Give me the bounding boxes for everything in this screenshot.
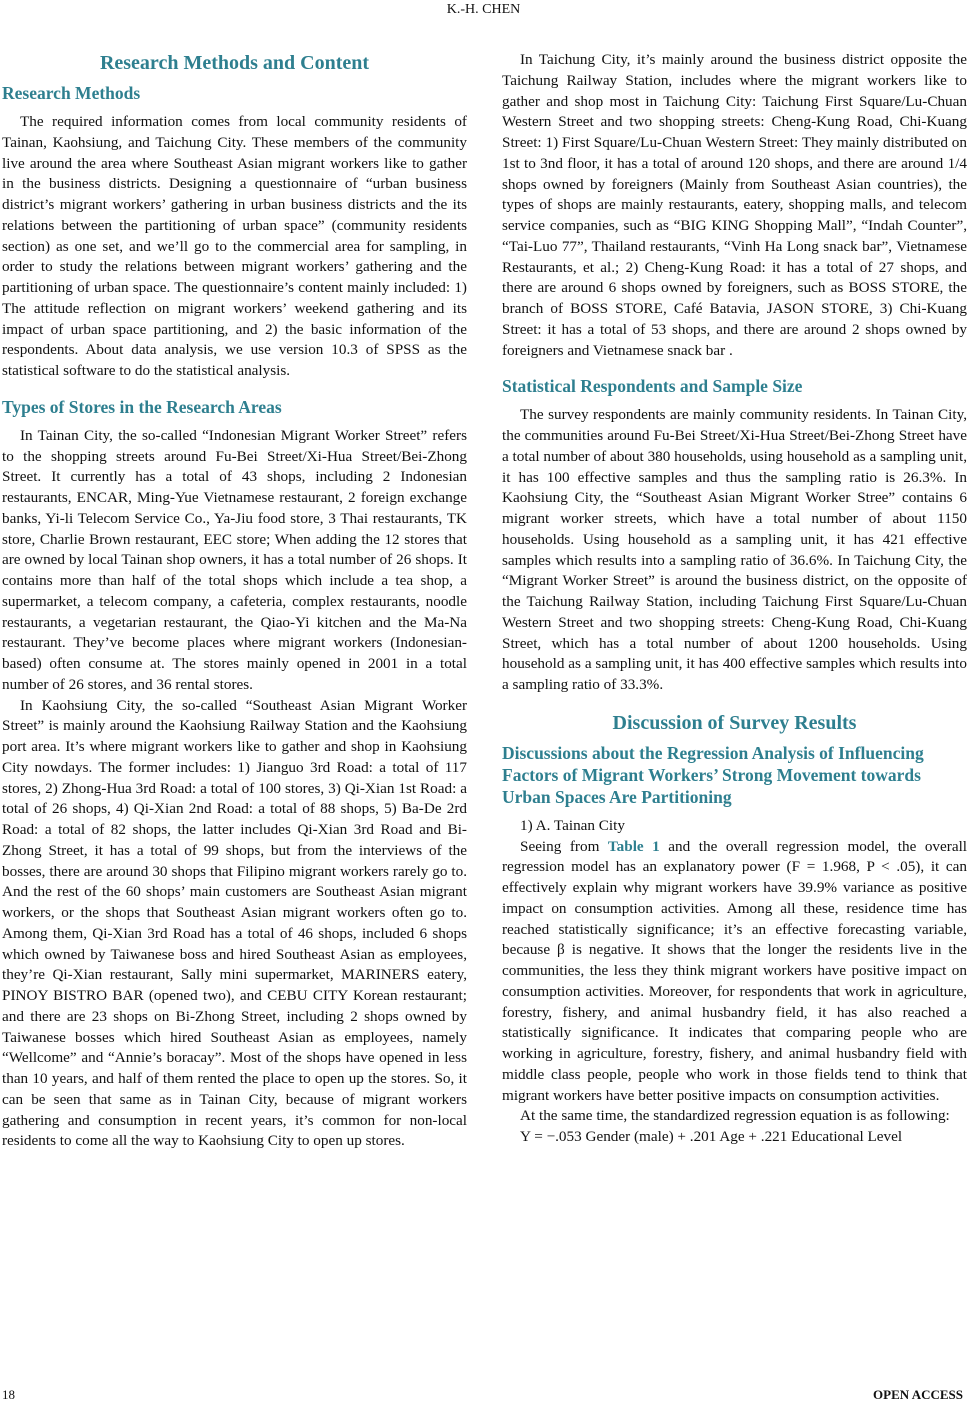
table-reference-link[interactable]: Table 1	[607, 837, 660, 855]
page-number: 18	[2, 1387, 15, 1402]
paragraph: The survey respondents are mainly community residents. In Tainan City, the communities around Fu-Bei Street/Xi-Hua Street/Bei-Zhong Street have a total number of about 380 households, using household as a sampling unit, it has 100 effective samples and thus the sampling ratio is 26.3%. In Kaohsiung City, the “Southeast Asian Migrant Worker Stree” contains 6 migrant worker streets, which have a total number of about 1150 households. Using household as a sampling unit, it has 421 effective samples which results into a sampling ratio of 36.6%. In Taichung City, the “Migrant Worker Street” is around the business district, on the opposite of the Taichung Railway Station, including Taichung First Square/Lu-Chuan Western Street and two shopping streets: Cheng-Kung Road, Chi-Kuang Street, which has a total number of about 1200 households. Using household as a sampling unit, it has 400 effective samples which results into a sampling ratio of 33.3%.	[502, 406, 967, 693]
paragraph	[502, 837, 967, 1107]
right-column	[502, 50, 967, 1148]
running-header: K.-H. CHEN	[446, 2, 521, 17]
subsection-title: Types of Stores in the Research Areas	[2, 396, 282, 417]
paragraph-text: and the overall regression model, the overall regression model has an explanatory power (F = 1.968, P < .05), it can effectively explain why migrant workers have 39.9% variance as positive impact on consumption activities. Among all these, residence time has reached statistically significance; it’s an effective forecasting variable, because β is negative. It shows that the longer the residents live in the communities, the less they think migrant workers have positive impact on consumption activities. Moreover, for respondents that work in agriculture, forestry, fishery, and animal husbandry field, it has also reached a statistically significance. It indicates that comparing people who are working in agriculture, forestry, fishery, and animal husbandry field with middle class people, people who work in those fields tend to think that migrant workers have better positive impacts on consumption activities.	[502, 837, 967, 1104]
paragraph: In Taichung City, it’s mainly around the business district opposite the Taichung Railway Station, includes where the migrant workers like to gather and shop most in Taichung City: Taichung First Square/Lu-Chuan Western Street and two shopping streets: Cheng-Kung Road, Chi-Kuang Street: 1) First Square/Lu-Chuan Western Street: They mainly distributed on 1st to 3nd floor, it has a total of around 120 shops, and there are around 1/4 shops owned by foreigners (Mainly from Southeast Asian countries), the types of shops are mainly restaurants, eatery, shopping malls, and telecom service companies, such as “BIG KING Shopping Mall”, “Indah Counter”, “Tai-Luo 77”, Thailand restaurants, “Vinh Ha Long snack bar”, Vietnamese Restaurants, et al.; 2) Cheng-Kung Road: it has a total of 27 shops, and there are around 6 shops owned by foreigners, such as BOSS STORE, the branch of BOSS STORE, Café Batavia, JASON STORE, 3) Chi-Kuang Street: it has a total of 53 shops, and there are around 2 shops owned by foreigners and Vietnamese snack bar .	[502, 51, 967, 359]
subsection-title: Discussions about the Regression Analysis of Influencing Factors of Migrant Workers’ Strong Movement towards Urban Spaces Are Partitioning	[502, 742, 924, 807]
paragraph: The required information comes from local community residents of Tainan, Kaohsiung, and Taichung City. These members of the community live around the area where Southeast Asian migrant workers like to gather in the business districts. Designing a questionnaire of “urban business district’s migrant workers’ gathering in urban business districts and the its relations between the partitioning of urban space” (community residents section) as one set, and we’ll go to the commercial area for sampling, in order to study the relations between migrant workers’ gathering and the partitioning of urban space. The questionnaire’s content mainly included: 1) The attitude reflection on migrant workers’ weekend gathering and its impact of urban space partitioning, and 2) the basic information of the respondents. About data analysis, we use version 10.3 of SPSS as the statistical software to do the statistical analysis.	[2, 113, 467, 379]
equation: Y = −.053 Gender (male) + .201 Age + .221 Educational Level	[520, 1128, 903, 1145]
paragraph: At the same time, the standardized regression equation is as following:	[520, 1107, 950, 1125]
open-access-label: OPEN ACCESS	[873, 1387, 963, 1402]
subsection-title: Research Methods	[2, 83, 141, 103]
section-title: Research Methods and Content	[99, 52, 370, 74]
left-column	[2, 50, 467, 1152]
section-title: Discussion of Survey Results	[612, 711, 857, 734]
list-item-label: 1) A. Tainan City	[520, 816, 625, 834]
subsection-title: Statistical Respondents and Sample Size	[502, 376, 803, 397]
paragraph: In Tainan City, the so-called “Indonesian Migrant Worker Street” refers to the shopping streets around Fu-Bei Street/Xi-Hua Street/Bei-Zhong Street. It currently has a total of 43 shops, including 2 Indonesian restaurants, ENCAR, Ming-Yue Vietnamese restaurant, 2 foreign exchange banks, Yi-li Telecom Service Co., Ya-Jiu food store, 3 Thai restaurants, TK store, Charlie Brown restaurant, EEC store; When adding the 12 stores that are owned by local Tainan shop owners, it has a total number of 26 shops. It contains more than half of the total shops which include a tea shop, a supermarket, a telecom company, a cafeteria, complex restaurants, noodle restaurants, a vegetarian restaurant, the Qiao-Yi kitchen and the Ma-Na restaurant. They’ve become places where migrant workers (Indonesian-based) often consume at. The stores mainly opened in 2001 in a total number of 26 stores, and 36 rental stores.	[2, 426, 467, 693]
paragraph: In Kaohsiung City, the so-called “Southeast Asian Migrant Worker Street” is mainly around the Kaohsiung Railway Station and the Kaohsiung port area. It’s where migrant workers like to gather and shop in Kaohsiung City nowdays. The former includes: 1) Jianguo 3rd Road: a total of 117 stores, 2) Zhong-Hua 3rd Road: a total of 100 stores, 3) Qi-Xian 1st Road: a total of 26 shops, 4) Qi-Xian 2nd Road: a total of 88 shops, 5) Ba-De 2rd Road: a total of 82 shops, the latter includes Qi-Xian 3rd Road and Bi-Zhong Street, it has a total of 99 shops, but from the interviews of the bosses, there are around 30 shops that Filipino migrant workers rarely go to. And the rest of the 60 shops’ main customers are Southeast Asian migrant workers, or the shops that Southeast Asian migrant workers often go to. Among them, Qi-Xian 3rd Road has a total of 46 shops, included 6 shops which owned by Taiwanese boss and hired Southeast Asian as employees, they’re Qi-Xian restaurant, Sally mini supermarket, MARINERS eatery, PINOY BISTRO BAR (opened two), and CEBU CITY Korean restaurant; and there are 23 shops on Bi-Zhong Street, including 2 shops owned by Taiwanese bosses which hired Southeast Asian as employees, namely “Wellcome” and “Annie’s boracay”. Most of the shops have opened in less than 10 years, and half of them rented the place to open up the stores. So, it can be seen that same as in Tainan City, because of migrant workers gathering and consumption in recent years, it’s common for non-local residents to come all the way to Kaohsiung City to open up stores.	[2, 696, 467, 1150]
paragraph-text: Seeing from	[520, 837, 608, 855]
